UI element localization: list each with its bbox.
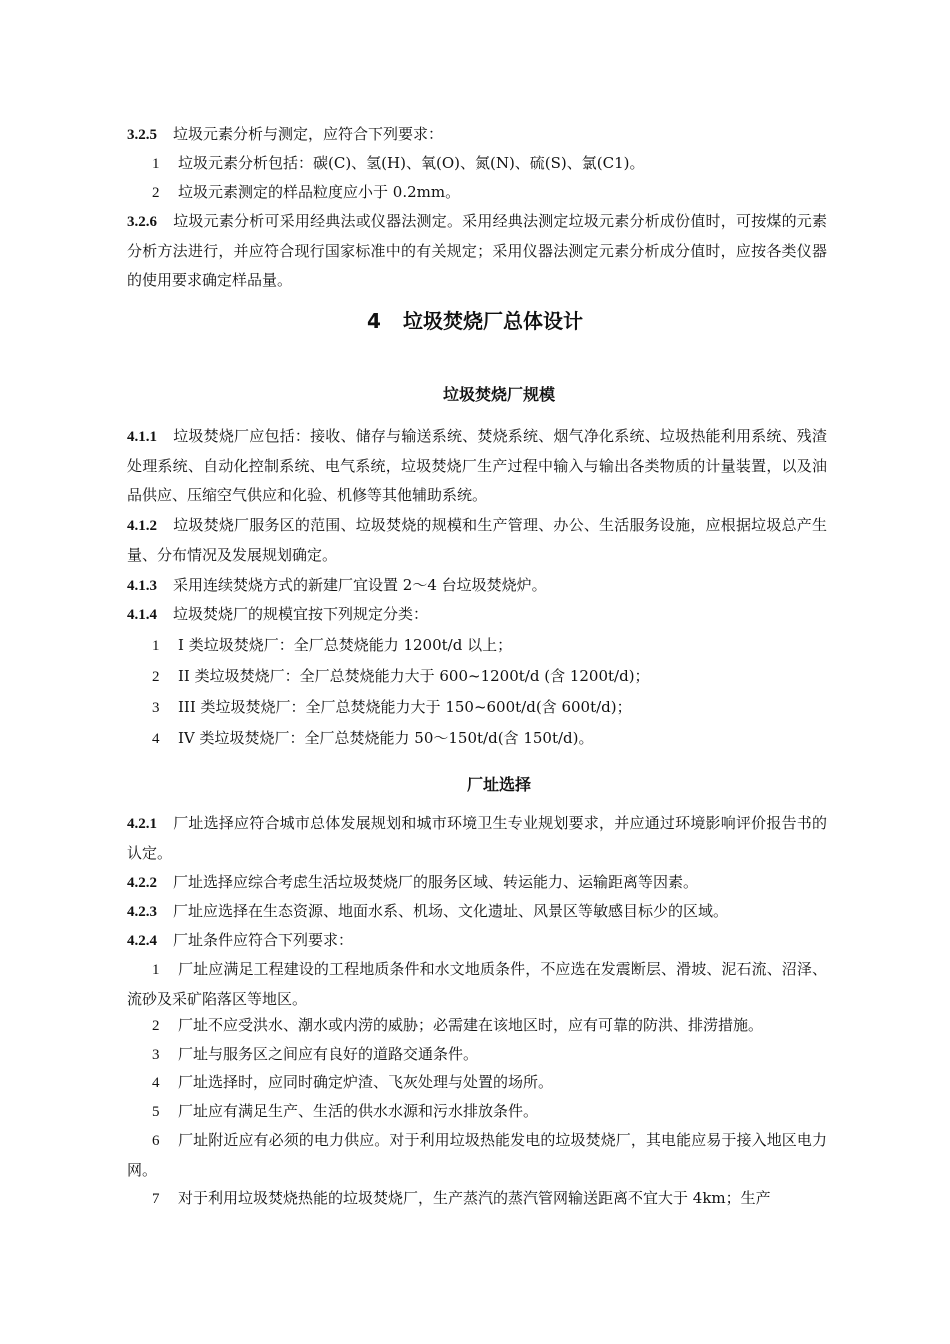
list-item	[152, 1184, 827, 1214]
clause-text: 垃圾元素分析与测定，应符合下列要求：	[173, 125, 444, 143]
list-item-number: 4	[152, 1075, 160, 1091]
clause-number: 4.2.3	[127, 904, 157, 920]
clause-text: 厂址选择应综合考虑生活垃圾焚烧厂的服务区域、转运能力、运输距离等因素。	[173, 873, 699, 891]
list-item	[152, 1097, 827, 1127]
clause-4-1-4	[127, 600, 827, 630]
section-heading: 厂址选择	[466, 775, 531, 794]
chapter-title: 垃圾焚烧厂总体设计	[402, 309, 583, 333]
chapter-heading	[0, 306, 950, 336]
list-item-number: 4	[152, 731, 160, 747]
clause-text: 垃圾元素分析可采用经典法或仪器法测定。采用经典法测定垃圾元素分析成份值时，可按煤的元素分析方法进行，并应符合现行国家标准中的有关规定；采用仪器法测定元素分析成分值时，应按各类仪器的使用要求确定样品量。	[127, 212, 827, 289]
clause-number: 3.2.6	[127, 214, 157, 230]
clause-4-1-3	[127, 571, 827, 601]
clause-text: 厂址应选择在生态资源、地面水系、机场、文化遗址、风景区等敏感目标少的区域。	[173, 902, 729, 920]
clause-4-1-1	[127, 422, 827, 510]
list-item-text: III 类垃圾焚烧厂：全厂总焚烧能力大于 150~600t/d(含 600t/d)；	[178, 698, 632, 716]
clause-3-2-6	[127, 207, 827, 295]
list-item-text: 厂址附近应有必须的电力供应。对于利用垃圾热能发电的垃圾焚烧厂，其电能应易于接入地区电力网。	[127, 1131, 827, 1179]
clause-number: 4.1.3	[127, 578, 157, 594]
list-item-text: 垃圾元素测定的样品粒度应小于 0.2mm。	[178, 183, 461, 201]
list-item-text: 厂址与服务区之间应有良好的道路交通条件。	[178, 1045, 479, 1063]
list-item-text: 厂址应满足工程建设的工程地质条件和水文地质条件，不应选在发震断层、滑坡、泥石流、沼泽、流砂及采矿陷落区等地区。	[127, 960, 827, 1008]
list-item-number: 2	[152, 1018, 160, 1034]
list-item-number: 2	[152, 185, 160, 201]
chapter-number: 4	[367, 309, 381, 333]
list-item-text: I 类垃圾焚烧厂：全厂总焚烧能力 1200t/d 以上；	[178, 636, 513, 654]
clause-number: 4.1.1	[127, 429, 157, 445]
list-item	[152, 1011, 827, 1041]
list-item-number: 3	[152, 1047, 160, 1063]
clause-text: 厂址条件应符合下列要求：	[173, 931, 354, 949]
clause-number: 4.1.4	[127, 607, 157, 623]
section-heading: 垃圾焚烧厂规模	[442, 385, 555, 404]
list-item-number: 1	[152, 638, 160, 654]
clause-text: 垃圾焚烧厂应包括：接收、储存与输送系统、焚烧系统、烟气净化系统、垃圾热能利用系统、残渣处理系统、自动化控制系统、电气系统，垃圾焚烧厂生产过程中输入与输出各类物质的计量装置，以及油品供应、压缩空气供应和化验、机修等其他辅助系统。	[127, 427, 827, 504]
clause-number: 4.2.1	[127, 816, 157, 832]
list-item	[152, 178, 827, 208]
list-item	[152, 1040, 827, 1070]
clause-4-2-2	[127, 868, 827, 898]
clause-4-2-1	[127, 809, 827, 868]
list-item-text: 垃圾元素分析包括：碳(C)、氢(H)、氧(O)、氮(N)、硫(S)、氯(C1)。	[178, 154, 645, 172]
clause-number: 3.2.5	[127, 127, 157, 143]
clause-number: 4.2.4	[127, 933, 157, 949]
clause-number: 4.2.2	[127, 875, 157, 891]
list-item	[127, 1126, 827, 1185]
list-item-number: 2	[152, 669, 160, 685]
list-item-text: 厂址选择时，应同时确定炉渣、飞灰处理与处置的场所。	[178, 1073, 554, 1091]
list-item-number: 5	[152, 1104, 160, 1120]
clause-4-2-4	[127, 926, 827, 956]
clause-4-1-2	[127, 511, 827, 570]
list-item-number: 1	[152, 962, 160, 978]
clause-number: 4.1.2	[127, 518, 157, 534]
list-item	[152, 1068, 827, 1098]
list-item-text: II 类垃圾焚烧厂：全厂总焚烧能力大于 600~1200t/d (含 1200t/d)；	[178, 667, 650, 685]
list-item	[127, 955, 827, 1014]
clause-3-2-5	[127, 120, 827, 150]
list-item-text: 厂址不应受洪水、潮水或内涝的威胁；必需建在该地区时，应有可靠的防洪、排涝措施。	[178, 1016, 764, 1034]
list-item	[152, 631, 827, 661]
list-item-number: 6	[152, 1133, 160, 1149]
list-item-text: 对于利用垃圾焚烧热能的垃圾焚烧厂，生产蒸汽的蒸汽管网输送距离不宜大于 4km；生产	[178, 1189, 771, 1207]
list-item	[152, 149, 827, 179]
clause-text: 垃圾焚烧厂服务区的范围、垃圾焚烧的规模和生产管理、办公、生活服务设施，应根据垃圾总产生量、分布情况及发展规划确定。	[127, 516, 827, 564]
list-item-number: 3	[152, 700, 160, 716]
list-item-text: IV 类垃圾焚烧厂：全厂总焚烧能力 50～150t/d(含 150t/d)。	[178, 729, 594, 747]
list-item	[152, 724, 827, 754]
list-item-text: 厂址应有满足生产、生活的供水水源和污水排放条件。	[178, 1102, 539, 1120]
list-item-number: 7	[152, 1191, 160, 1207]
clause-text: 厂址选择应符合城市总体发展规划和城市环境卫生专业规划要求，并应通过环境影响评价报告书的认定。	[127, 814, 827, 862]
list-item	[152, 693, 827, 723]
list-item-number: 1	[152, 156, 160, 172]
clause-4-2-3	[127, 897, 827, 927]
clause-text: 垃圾焚烧厂的规模宜按下列规定分类：	[173, 605, 429, 623]
list-item	[152, 662, 827, 692]
clause-text: 采用连续焚烧方式的新建厂宜设置 2～4 台垃圾焚烧炉。	[173, 576, 547, 594]
